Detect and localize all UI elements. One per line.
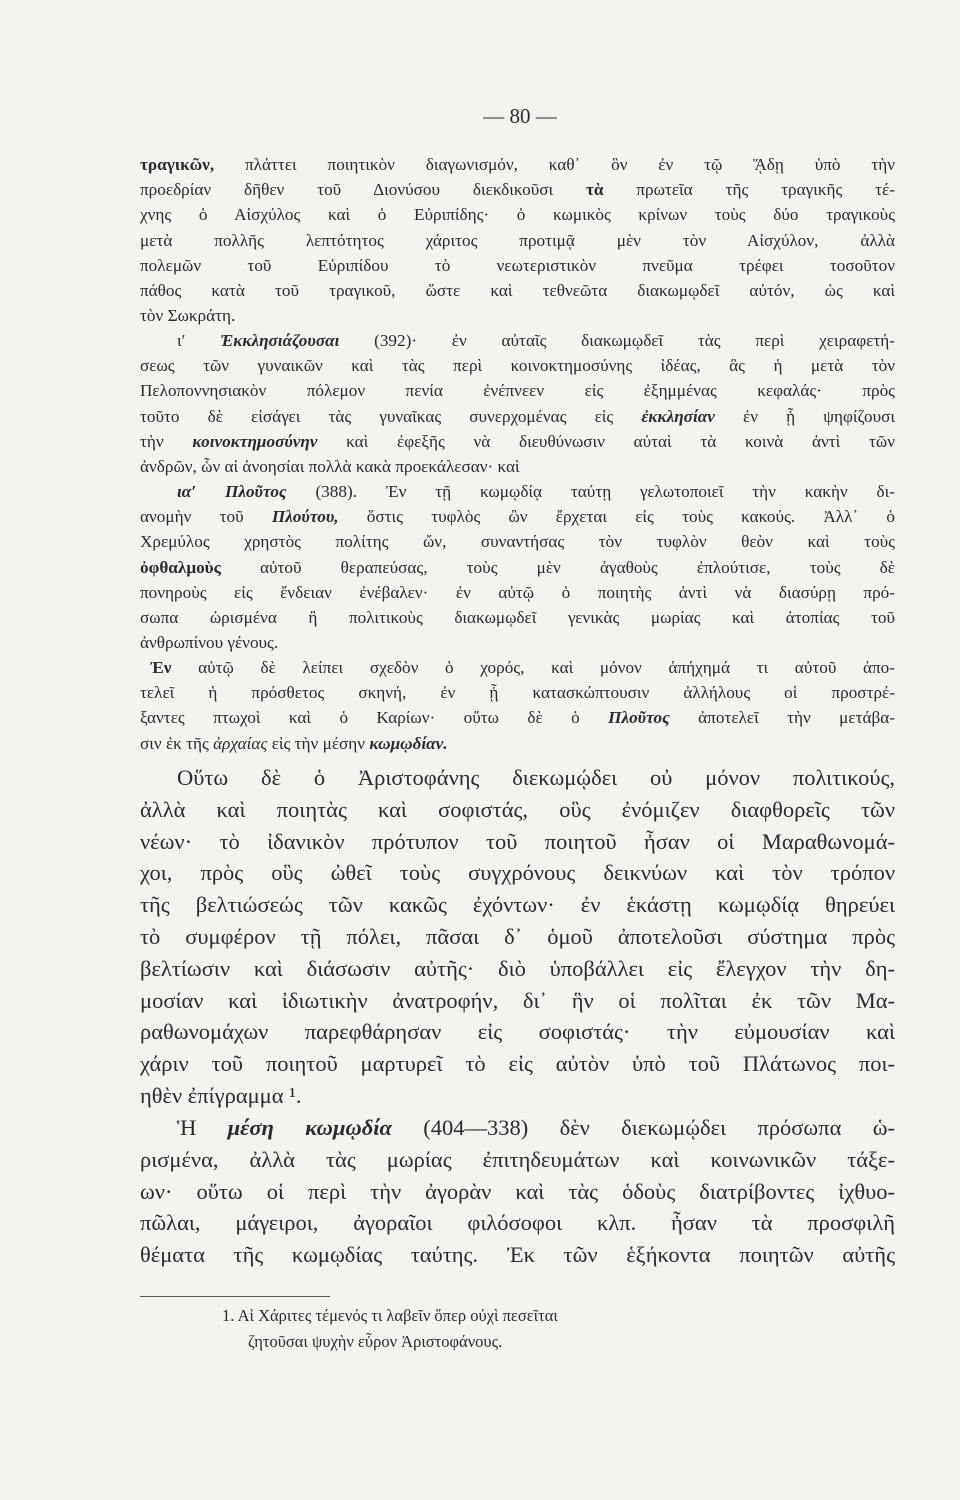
text-line — [140, 1207, 895, 1239]
footnote-line: ζητοῦσαι ψυχὴν εὗρον Ἀριστοφάνους. — [248, 1332, 503, 1351]
text-line — [140, 1176, 895, 1208]
text-line — [140, 378, 895, 403]
footnote-line: 1. Αἱ Χάριτες τέμενός τι λαβεῖν ὅπερ οὐχὶ πεσεῖται — [222, 1306, 558, 1325]
text-segment: (388). Ἐν τῇ κωμῳδίᾳ ταύτῃ γελωτοποιεῖ τὴν κακὴν δι- — [286, 482, 895, 501]
text-segment: σεως τῶν γυναικῶν καὶ τὰς περὶ κοινοκτημοσύνης ἰδέας, ἃς ἡ μετὰ τὸν — [140, 356, 895, 376]
text-line — [140, 404, 895, 429]
emphasized-text: κοινοκτημοσύνην — [192, 431, 318, 451]
text-line — [140, 1016, 895, 1048]
text-line — [140, 921, 895, 953]
emphasized-text: Πλούτου, — [271, 507, 339, 527]
text-line — [140, 353, 895, 378]
text-segment: Χρεμύλος χρηστὸς πολίτης ὤν, συναντήσας τὸν τυφλὸν θεὸν καὶ τοὺς — [140, 532, 895, 552]
emphasized-text: Ἐν — [150, 658, 172, 677]
text-segment: πονηροὺς εἰς ἔνδειαν ἐνέβαλεν· ἐν αὐτῷ ὁ ποιητὴς ἀντὶ νὰ διασύρῃ πρό- — [140, 582, 895, 602]
text-line — [140, 953, 895, 985]
text-segment: προεδρίαν δῆθεν τοῦ Διονύσου διεκδικοῦσι — [140, 180, 586, 200]
text-segment: ἐν ᾗ ψηφίζουσι — [714, 406, 895, 426]
paragraph-aristophanes — [140, 762, 895, 1112]
text-segment: τελεῖ ἡ πρόσθετος σκηνή, ἐν ᾗ κατασκώπτουσιν ἀλλήλους οἱ προστρέ- — [140, 683, 895, 703]
text-line — [140, 731, 895, 756]
text-line — [140, 680, 895, 705]
paragraph-intro — [140, 152, 895, 328]
paragraph-middle-comedy — [140, 1112, 895, 1271]
text-line — [140, 794, 895, 826]
text-line — [140, 1048, 895, 1080]
text-segment: ανομὴν τοῦ — [140, 507, 272, 527]
footnote-divider — [140, 1296, 330, 1297]
text-segment: χοι, πρὸς οὓς ὠθεῖ τοὺς συγχρόνους δεικνύων καὶ τὸν τρόπον — [140, 860, 895, 886]
text-line — [140, 857, 895, 889]
text-segment: θέματα τῆς κωμῳδίας ταύτης. Ἐκ τῶν ἑξήκοντα ποιητῶν αὐτῆς — [140, 1242, 895, 1268]
text-line — [140, 580, 895, 605]
emphasized-text: κωμῳδίαν. — [369, 733, 448, 753]
paragraph-ploutos-chorus — [140, 655, 895, 756]
text-line — [140, 630, 895, 655]
text-segment: χνης ὁ Αἰσχύλος καὶ ὁ Εὐριπίδης· ὁ κωμικὸς κρίνων τοὺς δύο τραγικοὺς — [140, 205, 895, 225]
text-segment: μοσίαν καὶ ἰδιωτικὴν ἀνατροφήν, δι᾽ ἣν οἱ πολῖται ἐκ τῶν Μα- — [140, 987, 895, 1013]
text-line — [140, 429, 895, 454]
text-segment: καὶ ἐφεξῆς νὰ διευθύνωσιν αὐταὶ τὰ κοινὰ ἀντὶ τῶν — [317, 431, 895, 451]
text-line — [140, 504, 895, 529]
text-segment: ἀνδρῶν, ὧν αἱ ἀνοησίαι πολλὰ κακὰ προεκάλεσαν· καὶ — [140, 456, 520, 476]
text-segment: τὸν Σωκράτη. — [140, 306, 236, 326]
text-segment: ων· οὕτω οἱ περὶ τὴν ἀγορὰν καὶ τὰς ὁδοὺς διατρίβοντες ἰχθυο- — [140, 1178, 895, 1204]
text-line — [140, 479, 895, 504]
emphasized-text: μέση κωμῳδία — [227, 1115, 392, 1140]
text-segment: νέων· τὸ ἰδανικὸν πρότυπον τοῦ ποιητοῦ ἦσαν οἱ Μαραθωνομά- — [140, 828, 895, 854]
text-segment: ἀποτελεῖ τὴν μετάβα- — [669, 708, 895, 728]
paragraph-ekklesiazousai — [140, 328, 895, 479]
text-segment: Οὕτω δὲ ὁ Ἀριστοφάνης διεκωμῴδει οὐ μόνον πολιτικούς, — [177, 765, 895, 790]
text-segment: πολεμῶν τοῦ Εὐριπίδου τὸ νεωτεριστικὸν πνεῦμα τρέφει τοσοῦτον — [140, 255, 895, 275]
emphasized-text: ἀρχαίας — [213, 733, 268, 753]
text-line — [140, 328, 895, 353]
text-segment: πάθος κατὰ τοῦ τραγικοῦ, ὥστε καὶ τεθνεῶτα διακωμῳδεῖ αὐτόν, ὡς καὶ — [140, 280, 895, 300]
text-segment: ὅστις τυφλὸς ὢν ἔρχεται εἰς τοὺς κακούς. Ἀλλ᾽ ὁ — [338, 507, 895, 527]
text-segment: εἰς τὴν μέσην — [267, 733, 370, 753]
text-segment: ηθὲν ἐπίγραμμα ¹. — [140, 1082, 302, 1108]
text-line — [140, 655, 895, 680]
emphasized-text: τραγικῶν, — [140, 155, 215, 174]
text-segment: Πελοποννησιακὸν πόλεμον πενία ἐνέπνεεν εἰς ἐξημμένας κεφαλάς· πρὸς — [140, 381, 895, 401]
text-line — [140, 202, 895, 227]
emphasized-text: ἐκκλησίαν — [641, 406, 715, 426]
text-line — [140, 605, 895, 630]
text-segment: πῶλαι, μάγειροι, ἀγοραῖοι φιλόσοφοι κλπ. ἦσαν τὰ προσφιλῆ — [140, 1210, 895, 1236]
text-segment: ρισμένα, ἀλλὰ τὰς μωρίας ἐπιτηδευμάτων καὶ κοινωνικῶν τάξε- — [140, 1146, 895, 1172]
page-number: — 80 — — [483, 104, 557, 128]
text-line — [140, 762, 895, 794]
text-line — [140, 1112, 895, 1144]
text-segment: αὐτοῦ θεραπεύσας, τοὺς μὲν ἀγαθοὺς ἐπλούτισε, τοὺς δὲ — [220, 557, 895, 577]
emphasized-text: τὰ — [585, 180, 604, 200]
text-line — [140, 1080, 895, 1112]
text-segment: τῆς βελτιώσεώς τῶν κακῶς ἐχόντων· ἐν ἑκάστῃ κωμῳδίᾳ θηρεύει — [140, 892, 895, 918]
text-line — [140, 529, 895, 554]
emphasized-text: Πλοῦτος — [608, 708, 670, 728]
text-line — [140, 1239, 895, 1271]
emphasized-text: ὀφθαλμοὺς — [140, 557, 221, 577]
text-line — [140, 177, 895, 202]
emphasized-text: Ἐκκλησιάζουσαι — [220, 331, 340, 350]
footnote — [222, 1303, 822, 1355]
text-line — [140, 454, 895, 479]
text-segment: Ἡ — [177, 1115, 228, 1140]
text-line — [140, 985, 895, 1017]
text-segment: ἀνθρωπίνου γένους. — [140, 633, 279, 653]
text-segment: (404—338) δὲν διεκωμῴδει πρόσωπα ὡ- — [391, 1115, 895, 1140]
text-segment: τοῦτο δὲ εἰσάγει τὰς γυναῖκας συνερχομένας εἰς — [140, 406, 642, 426]
paragraph-ploutos — [140, 479, 895, 655]
text-line — [140, 303, 895, 328]
text-line — [140, 253, 895, 278]
text-segment: χάριν τοῦ ποιητοῦ μαρτυρεῖ τὸ εἰς αὐτὸν ὑπὸ τοῦ Πλάτωνος ποι- — [140, 1051, 895, 1077]
text-line — [140, 152, 895, 177]
text-line — [140, 555, 895, 580]
text-segment: αὐτῷ δὲ λείπει σχεδὸν ὁ χορός, καὶ μόνον ἀπήχημά τι αὐτοῦ ἀπο- — [171, 658, 895, 677]
text-segment: σωπα ὡρισμένα ἢ πολιτικοὺς διακωμῳδεῖ γενικὰς μωρίας καὶ ἀτοπίας τοῦ — [140, 607, 895, 627]
text-line — [140, 826, 895, 858]
text-segment: τὴν — [140, 431, 193, 451]
text-line — [140, 278, 895, 303]
text-segment: μετὰ πολλῆς λεπτότητος χάριτος προτιμᾷ μὲν τὸν Αἰσχύλον, ἀλλὰ — [140, 230, 895, 250]
text-segment: ξαντες πτωχοὶ καὶ ὁ Καρίων· οὕτω δὲ ὁ — [140, 708, 609, 728]
text-line — [140, 1144, 895, 1176]
emphasized-text: ια′ Πλοῦτος — [177, 482, 287, 501]
text-line — [140, 228, 895, 253]
text-line — [140, 705, 895, 730]
text-segment: σιν ἐκ τῆς — [140, 733, 214, 753]
text-segment: (392)· ἐν αὐταῖς διακωμῳδεῖ τὰς περὶ χειραφετή- — [339, 331, 895, 350]
text-segment: βελτίωσιν καὶ διάσωσιν αὐτῆς· διὸ ὑποβάλλει εἰς ἔλεγχον τὴν δη- — [140, 955, 895, 981]
text-segment: πλάττει ποιητικὸν διαγωνισμόν, καθ᾽ ὃν ἐν τῷ ᾍδῃ ὑπὸ τὴν — [214, 155, 895, 174]
text-segment: πρωτεῖα τῆς τραγικῆς τέ- — [603, 180, 895, 200]
text-segment: τὸ συμφέρον τῇ πόλει, πᾶσαι δ᾽ ὁμοῦ ἀποτελοῦσι σύστημα πρὸς — [140, 923, 895, 949]
text-line — [140, 889, 895, 921]
text-segment: ι′ — [177, 331, 221, 350]
text-segment: ραθωνομάχων παρεφθάρησαν εἰς σοφιστάς· τὴν εὐμουσίαν καὶ — [140, 1019, 895, 1045]
text-segment: ἀλλὰ καὶ ποιητὰς καὶ σοφιστάς, οὓς ἐνόμιζεν διαφθορεῖς τῶν — [140, 796, 895, 822]
